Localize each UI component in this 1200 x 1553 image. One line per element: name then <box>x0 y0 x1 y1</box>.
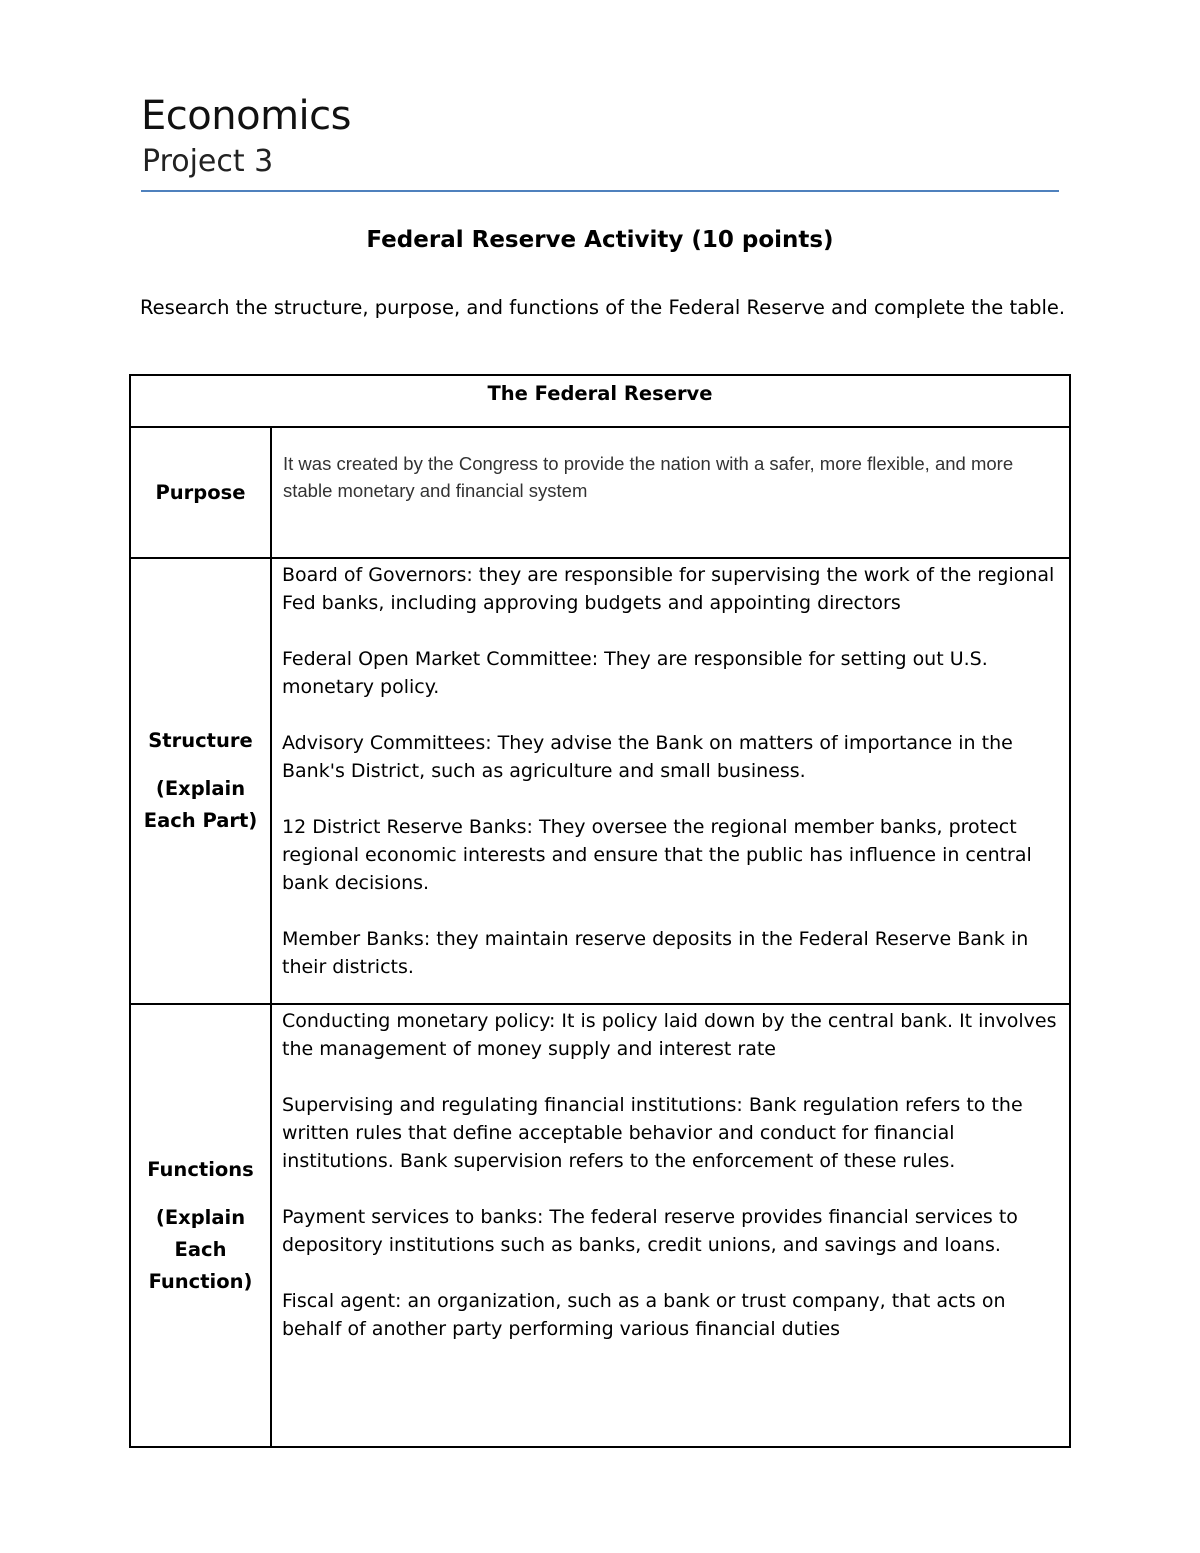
structure-content <box>271 558 1070 1004</box>
federal-reserve-table <box>129 374 1071 1448</box>
functions-sublabel: (Explain Each Function) <box>148 1205 253 1293</box>
activity-instructions: Research the structure, purpose, and functions of the Federal Reserve and complete the table. <box>140 296 1066 319</box>
functions-entry: Payment services to banks: The federal reserve provides financial services to depository institutions such as banks, credit unions, and savings and loans. <box>282 1206 1018 1256</box>
table-row-purpose <box>130 427 1070 558</box>
functions-entry: Fiscal agent: an organization, such as a bank or trust company, that acts on behalf of another party performing various financial duties <box>282 1290 1006 1340</box>
structure-entry: Member Banks: they maintain reserve deposits in the Federal Reserve Bank in their districts. <box>282 928 1029 978</box>
structure-entry: Federal Open Market Committee: They are responsible for setting out U.S. monetary policy. <box>282 648 988 698</box>
functions-label-text: Functions <box>147 1157 254 1181</box>
table-row-functions <box>130 1004 1070 1447</box>
functions-entry: Supervising and regulating financial institutions: Bank regulation refers to the written rules that define acceptable behavior and conduct for financial institutions. Bank supervision refers to the enforcement of these rules. <box>282 1094 1023 1172</box>
document-subtitle: Project 3 <box>142 144 274 179</box>
structure-sublabel: (Explain Each Part) <box>143 777 258 832</box>
functions-label <box>130 1004 271 1447</box>
functions-content <box>271 1004 1070 1447</box>
activity-heading: Federal Reserve Activity (10 points) <box>366 227 834 253</box>
structure-entry: Board of Governors: they are responsible for supervising the work of the regional Fed banks, including approving budgets and appointing directors <box>282 564 1055 614</box>
purpose-label <box>130 427 271 558</box>
functions-entry: Conducting monetary policy: It is policy laid down by the central bank. It involves the management of money supply and interest rate <box>282 1010 1057 1060</box>
purpose-label-text: Purpose <box>155 480 246 504</box>
structure-label-text: Structure <box>148 729 253 752</box>
structure-entry: 12 District Reserve Banks: They oversee the regional member banks, protect regional economic interests and ensure that the public has influence in central bank decisions. <box>282 816 1032 894</box>
table-header: The Federal Reserve <box>130 375 1070 427</box>
document-title: Economics <box>141 93 351 139</box>
table-header-row <box>130 375 1070 427</box>
structure-label <box>130 558 271 1004</box>
table-row-structure <box>130 558 1070 1004</box>
purpose-text: It was created by the Congress to provide the nation with a safer, more flexible, and more stable monetary and financial system <box>271 427 1070 558</box>
structure-entry: Advisory Committees: They advise the Bank on matters of importance in the Bank's District, such as agriculture and small business. <box>282 732 1013 782</box>
title-divider <box>141 190 1059 192</box>
